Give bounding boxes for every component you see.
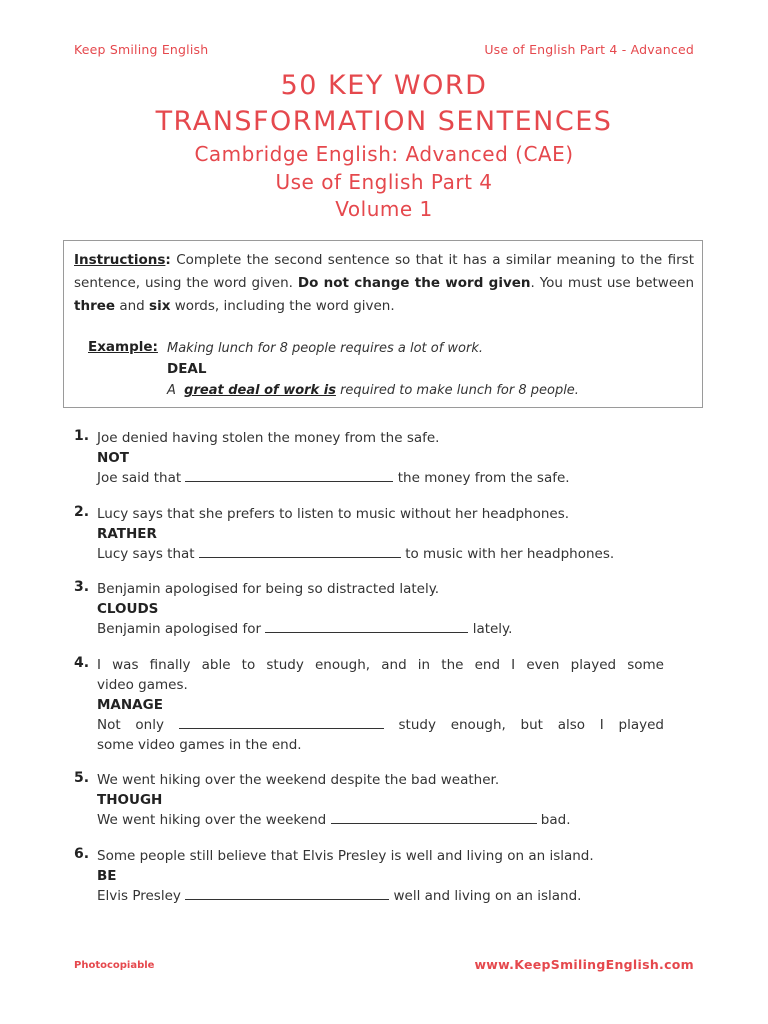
question-sentence: Benjamin apologised for being so distracted lately. bbox=[97, 581, 440, 597]
example-label: Example: bbox=[88, 339, 158, 355]
page-subtitle-part: Use of English Part 4 bbox=[275, 170, 493, 194]
footer-website-link[interactable]: www.KeepSmilingEnglish.com bbox=[474, 957, 694, 972]
instructions-colon: : bbox=[165, 252, 171, 268]
instructions-text-and: and bbox=[115, 298, 150, 314]
question-transform-line bbox=[97, 810, 664, 830]
instructions-box bbox=[63, 240, 703, 408]
question-transform-line bbox=[97, 715, 664, 735]
instructions-bold-six: six bbox=[149, 298, 171, 314]
example-answer: great deal of work is bbox=[184, 383, 336, 398]
page-subtitle-volume: Volume 1 bbox=[335, 197, 433, 221]
example-suffix: required to make lunch for 8 people. bbox=[340, 383, 579, 398]
example-prefix: A bbox=[167, 383, 176, 398]
question-number: 3. bbox=[74, 579, 90, 595]
example-sentence: Making lunch for 8 people requires a lot of work. bbox=[167, 341, 484, 356]
question-key-word: NOT bbox=[97, 450, 129, 466]
question-sentence: Some people still believe that Elvis Presley is well and living on an island. bbox=[97, 848, 594, 864]
question-item bbox=[74, 504, 664, 564]
instructions-text-a: Complete the second sentence so that it has a similar meaning to the first sentence, using the word given. bbox=[74, 252, 694, 291]
transform-before: Lucy says that bbox=[97, 546, 195, 562]
example-transformed bbox=[167, 383, 579, 398]
footer-photocopiable: Photocopiable bbox=[74, 960, 155, 971]
page-subtitle-exam: Cambridge English: Advanced (CAE) bbox=[194, 142, 574, 166]
transform-before: Not only bbox=[97, 717, 164, 733]
instructions-label: Instructions bbox=[74, 252, 166, 268]
answer-blank[interactable] bbox=[331, 810, 537, 824]
transform-before: We went hiking over the weekend bbox=[97, 812, 327, 828]
question-sentence: Joe denied having stolen the money from the safe. bbox=[97, 430, 440, 446]
page-title-line1: 50 KEY WORD bbox=[280, 70, 488, 101]
header-section: Use of English Part 4 - Advanced bbox=[484, 42, 694, 57]
instructions-bold-rule: Do not change the word given bbox=[297, 275, 531, 291]
question-sentence: I was finally able to study enough, and in the end I even played some bbox=[97, 657, 664, 673]
question-item bbox=[74, 770, 664, 830]
answer-blank[interactable] bbox=[199, 544, 401, 558]
instructions-text bbox=[74, 249, 694, 318]
answer-blank[interactable] bbox=[185, 468, 393, 482]
instructions-text-b: . You must use between bbox=[530, 275, 695, 291]
transform-after: the money from the safe. bbox=[397, 470, 570, 486]
question-transform-line bbox=[97, 619, 664, 639]
question-item bbox=[74, 428, 664, 488]
question-transform-line-cont: some video games in the end. bbox=[97, 737, 302, 753]
transform-before: Elvis Presley bbox=[97, 888, 181, 904]
question-key-word: CLOUDS bbox=[97, 601, 159, 617]
question-key-word: MANAGE bbox=[97, 697, 163, 713]
question-transform-line bbox=[97, 468, 664, 488]
question-item bbox=[74, 579, 664, 639]
transform-after: bad. bbox=[540, 812, 571, 828]
question-transform-line bbox=[97, 886, 664, 906]
transform-after: study enough, but also I played bbox=[398, 717, 664, 733]
question-number: 4. bbox=[74, 655, 90, 671]
question-item bbox=[74, 846, 664, 906]
answer-blank[interactable] bbox=[185, 886, 389, 900]
question-item bbox=[74, 655, 664, 755]
answer-blank[interactable] bbox=[179, 715, 384, 729]
question-key-word: BE bbox=[97, 868, 117, 884]
header-brand: Keep Smiling English bbox=[74, 42, 209, 57]
question-number: 6. bbox=[74, 846, 90, 862]
question-key-word: THOUGH bbox=[97, 792, 163, 808]
example-key-word: DEAL bbox=[167, 361, 207, 377]
question-number: 1. bbox=[74, 428, 90, 444]
question-sentence-cont: video games. bbox=[97, 677, 188, 693]
instructions-text-c: words, including the word given. bbox=[170, 298, 395, 314]
question-transform-line bbox=[97, 544, 664, 564]
question-key-word: RATHER bbox=[97, 526, 157, 542]
transform-after: lately. bbox=[472, 621, 513, 637]
question-sentence: We went hiking over the weekend despite the bad weather. bbox=[97, 772, 500, 788]
transform-after: to music with her headphones. bbox=[405, 546, 615, 562]
page-title-line2: TRANSFORMATION SENTENCES bbox=[155, 106, 613, 137]
question-sentence: Lucy says that she prefers to listen to music without her headphones. bbox=[97, 506, 570, 522]
question-number: 2. bbox=[74, 504, 90, 520]
transform-after: well and living on an island. bbox=[393, 888, 582, 904]
transform-before: Benjamin apologised for bbox=[97, 621, 262, 637]
question-number: 5. bbox=[74, 770, 90, 786]
transform-before: Joe said that bbox=[97, 470, 182, 486]
instructions-bold-three: three bbox=[74, 298, 116, 314]
answer-blank[interactable] bbox=[265, 619, 468, 633]
